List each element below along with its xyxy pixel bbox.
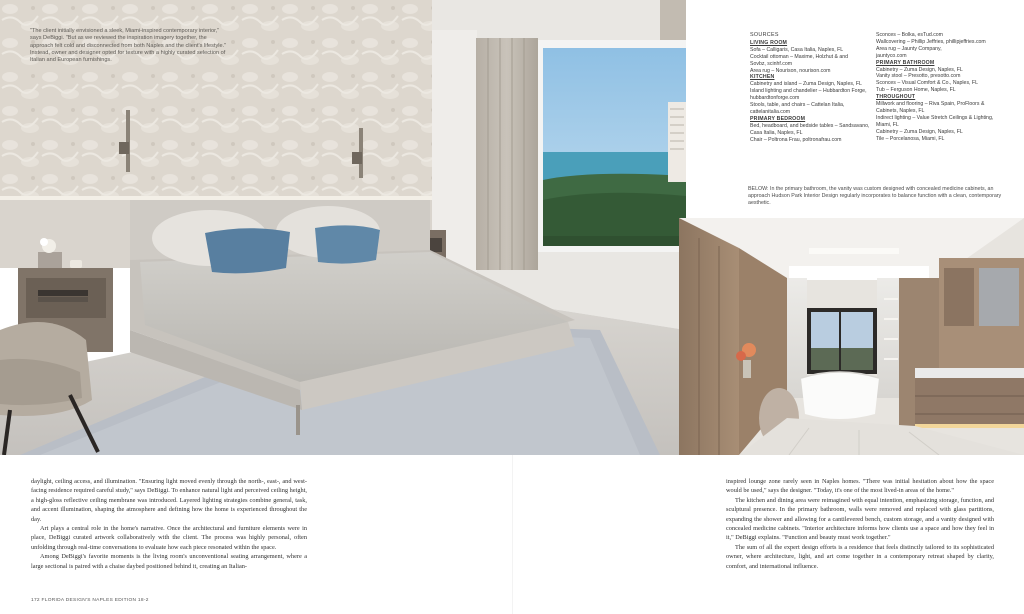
sources-line: cattelanitalia.com [750, 108, 791, 115]
page-gutter [512, 455, 513, 614]
sources-heading: LIVING ROOM [750, 39, 788, 46]
sources-group [876, 32, 1001, 60]
sources-column-right [876, 32, 1001, 143]
sources-line: Chair – Poltrona Frau, poltronafrau.com [750, 136, 842, 143]
sources-line: Tub – Ferguson Home, Naples, FL [876, 87, 956, 94]
sources-heading: PRIMARY BATHROOM [876, 59, 935, 66]
sources-line: Miami, FL [876, 121, 899, 128]
sources-line: Area rug – Nourison, nourison.com [750, 67, 831, 74]
sources-group [750, 74, 875, 115]
sources-line: Cabinetry – Zuma Design, Naples, FL [876, 66, 963, 73]
bedroom-illustration [0, 0, 686, 455]
bedroom-photo [0, 0, 686, 455]
sources-line: Sovbz, scinhf.com [750, 60, 793, 67]
sources-line: Cocktail ottoman – Maxime, Holzhut & and [750, 53, 849, 60]
sources-line: Sofa – Calligaris, Casa Italia, Naples, FL [750, 46, 844, 53]
body-paragraph: Among DeBiggi's favorite moments is the living room's unconventional seating arrangement, where a large sectional is paired with a chaise daybed positioned behind it, creating an Italian- [31, 553, 307, 570]
bathroom-illustration [679, 218, 1024, 455]
photo-caption-quote: "The client initially envisioned a sleek, Miami-inspired contemporary interior," says DeBiggi. "But as we reviewed the inspiration imagery together, the approach felt cold and disconnected from both Naples and the client's lifestyle." Instead, owner and designer opted for texture with a highly curated selection of Italian and European furnishings. [30, 28, 227, 64]
sources-line: Casa Italia, Naples, FL [750, 129, 803, 136]
body-paragraph: The sum of all the expert design efforts is a residence that feels distinctly tailored to its sophisticated owner, where architecture, light, and art come together in a contemporary retreat shaped by clarity, comfort, and international influence. [726, 543, 994, 570]
sources-title: SOURCES [750, 32, 779, 38]
sources-heading: PRIMARY BEDROOM [750, 115, 806, 122]
sources-group [876, 94, 1001, 142]
sources-line: Cabinets, Naples, FL [876, 107, 925, 114]
body-paragraph: daylight, ceiling access, and illumination. "Ensuring light moved evenly through the north-, east-, and west-facing residence required careful study," says DeBiggi. To enhance natural light and perceived ceiling height, a high-gloss reflective ceiling membrane was introduced. Layered lighting strategies combine general, task, and accent illumination, shaping the atmosphere and defining how the home is experienced throughout the day. [31, 478, 307, 523]
body-paragraph: inspired lounge zone rarely seen in Naples homes. "There was initial hesitation about how the space would be used," says the designer. "Today, it's one of the most lived-in areas of the home." [726, 478, 994, 495]
sources-line: Indirect lighting – Value Stretch Ceilings & Lighting, [876, 114, 994, 121]
body-text-left-column [31, 477, 307, 571]
sources-line: jauntyco.com [876, 52, 907, 59]
sources-line: hubbardtonforge.com [750, 95, 800, 102]
body-text-right-column [726, 477, 994, 571]
sources-heading: KITCHEN [750, 74, 775, 81]
bathroom-photo-caption: BELOW: In the primary bathroom, the vanity was custom designed with concealed medicine cabinets, an approach Hudson Park Interior Design regularly incorporates to balance function with a clean, contemporary aesthetic. [748, 186, 1002, 206]
sources-group [876, 60, 1001, 95]
sources-panel [686, 0, 1024, 218]
bathroom-photo [679, 218, 1024, 455]
sources-line: Cabinetry and island – Zuma Design, Naples, FL [750, 81, 862, 88]
sources-line: Sconces – Bolka, esTud.com [876, 32, 943, 38]
body-paragraph: Art plays a central role in the home's narrative. Once the architectural and furniture elements were in place, DeBiggi curated artwork collaboratively with the client. The process was highly personal, often unfolding through real-time conversations to evaluate how each piece resonated within the space. [31, 525, 307, 551]
sources-line: Cabinetry – Zuma Design, Naples, FL [876, 128, 963, 135]
sources-line: Tile – Porcelanosa, Miami, FL [876, 135, 945, 142]
page-folio: 172 FLORIDA DESIGN'S NAPLES EDITION 18-2 [31, 598, 149, 603]
sources-line: Bed, headboard, and bedside tables – Sandsavano, [750, 122, 870, 129]
sources-line: Stools, table, and chairs – Cattelan Italia, [750, 102, 845, 109]
sources-line: Area rug – Jaunty Company, [876, 45, 942, 52]
sources-line: Wallcovering – Phillip Jeffries, phillipjeffries.com [876, 38, 986, 45]
sources-column-left [750, 32, 875, 144]
sources-line: Millwork and flooring – Riva Spain, ProFloors & [876, 101, 985, 108]
body-paragraph: The kitchen and dining area were reimagined with equal intention, emphasizing storage, function, and sculptural presence. In the primary bathroom, walls were removed and replaced with glass partitions, expanding the shower and allowing for a cantilevered bench, custom storage, and a vanity designed with concealed medicine cabinets. "Interior architecture informs how clients use a space and how they feel in it," DeBiggi explains. "Function and beauty must work together." [726, 496, 994, 542]
sources-line: Sconces – Visual Comfort & Co., Naples, FL [876, 80, 978, 87]
sources-group [750, 40, 875, 75]
sources-group [750, 116, 875, 144]
sources-heading: THROUGHOUT [876, 94, 916, 101]
sources-line: Island lighting and chandelier – Hubbardton Forge, [750, 88, 867, 95]
sources-line: Vanity stool – Presotto, presotto.com [876, 73, 961, 80]
